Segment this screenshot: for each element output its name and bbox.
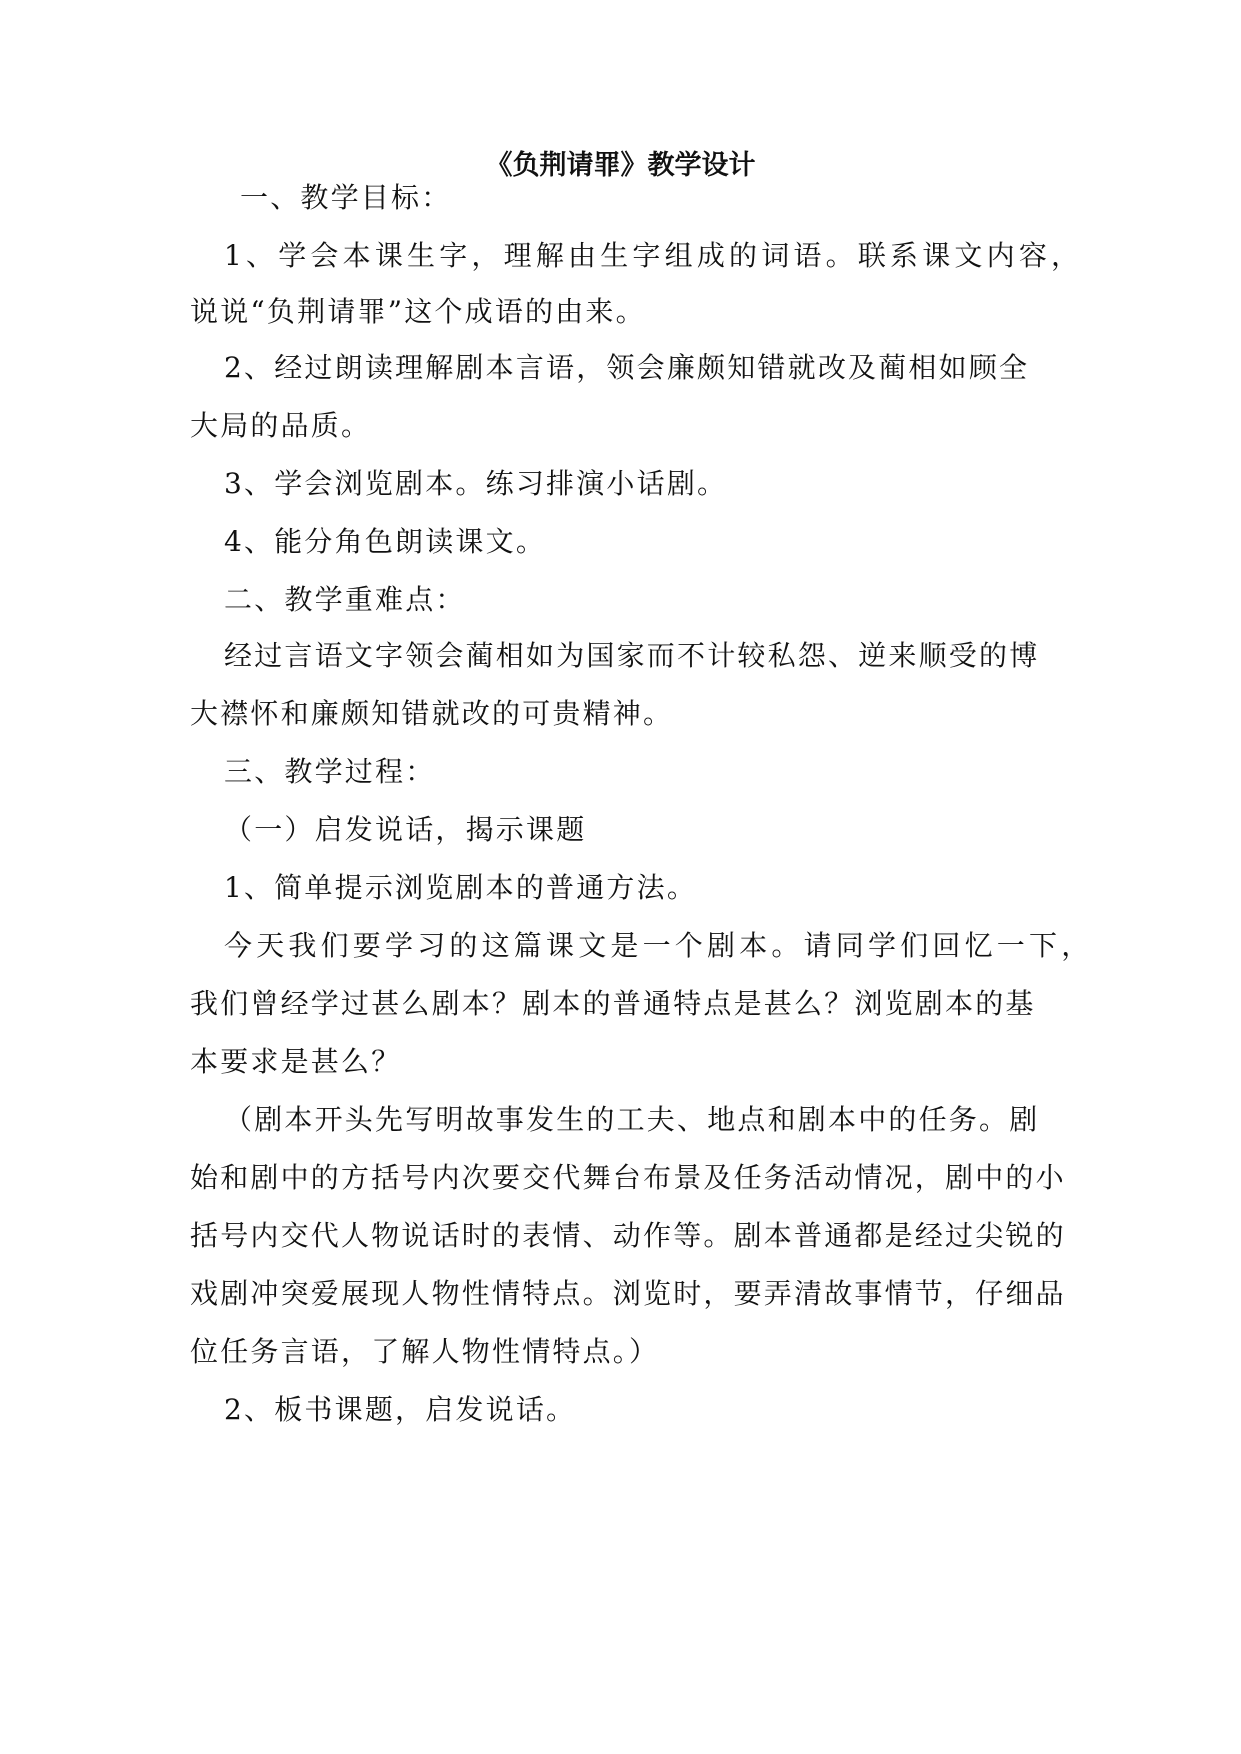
paragraph-line: （剧本开头先写明故事发生的工夫、地点和剧本中的任务。剧: [224, 1103, 1040, 1136]
paragraph-line: 经过言语文字领会蔺相如为国家而不计较私怨、逆来顺受的博: [224, 639, 1040, 672]
paragraph-line: 大襟怀和廉颇知错就改的可贵精神。: [190, 697, 674, 730]
paragraph-line: 本要求是甚么？: [190, 1045, 402, 1078]
paragraph-line: 今天我们要学习的这篇课文是一个剧本。请同学们回忆一下，: [224, 929, 1094, 962]
paragraph-line: 2、经过朗读理解剧本言语，领会廉颇知错就改及蔺相如顾全: [224, 351, 1030, 384]
paragraph-line: 括号内交代人物说话时的表情、动作等。剧本普通都是经过尖锐的: [190, 1219, 1066, 1252]
paragraph-line: 位任务言语，了解人物性情特点。）: [190, 1335, 660, 1368]
paragraph-line: 1、简单提示浏览剧本的普通方法。: [224, 871, 698, 904]
paragraph-line: 我们曾经学过甚么剧本？剧本的普通特点是甚么？浏览剧本的基: [190, 987, 1036, 1020]
document-title: 《负荆请罪》教学设计: [485, 150, 756, 181]
paragraph-line: 戏剧冲突爱展现人物性情特点。浏览时，要弄清故事情节，仔细品: [190, 1277, 1066, 1310]
subsection-heading: （一）启发说话，揭示课题: [224, 813, 587, 846]
paragraph-line: 大局的品质。: [190, 409, 372, 442]
paragraph-line: 4、能分角色朗读课文。: [224, 525, 547, 558]
paragraph-line: 3、学会浏览剧本。练习排演小话剧。: [224, 467, 728, 500]
section-heading-key-points: 二、教学重难点：: [224, 583, 466, 616]
section-heading-objectives: 一、教学目标：: [240, 181, 452, 214]
paragraph-line: 1、学会本课生字，理解由生字组成的词语。联系课文内容，: [224, 239, 1084, 272]
section-heading-process: 三、教学过程：: [224, 755, 436, 788]
paragraph-line: 说说“负荆请罪”这个成语的由来。: [190, 295, 646, 328]
paragraph-line: 始和剧中的方括号内次要交代舞台布景及任务活动情况，剧中的小: [190, 1161, 1066, 1194]
paragraph-line: 2、板书课题，启发说话。: [224, 1393, 577, 1426]
